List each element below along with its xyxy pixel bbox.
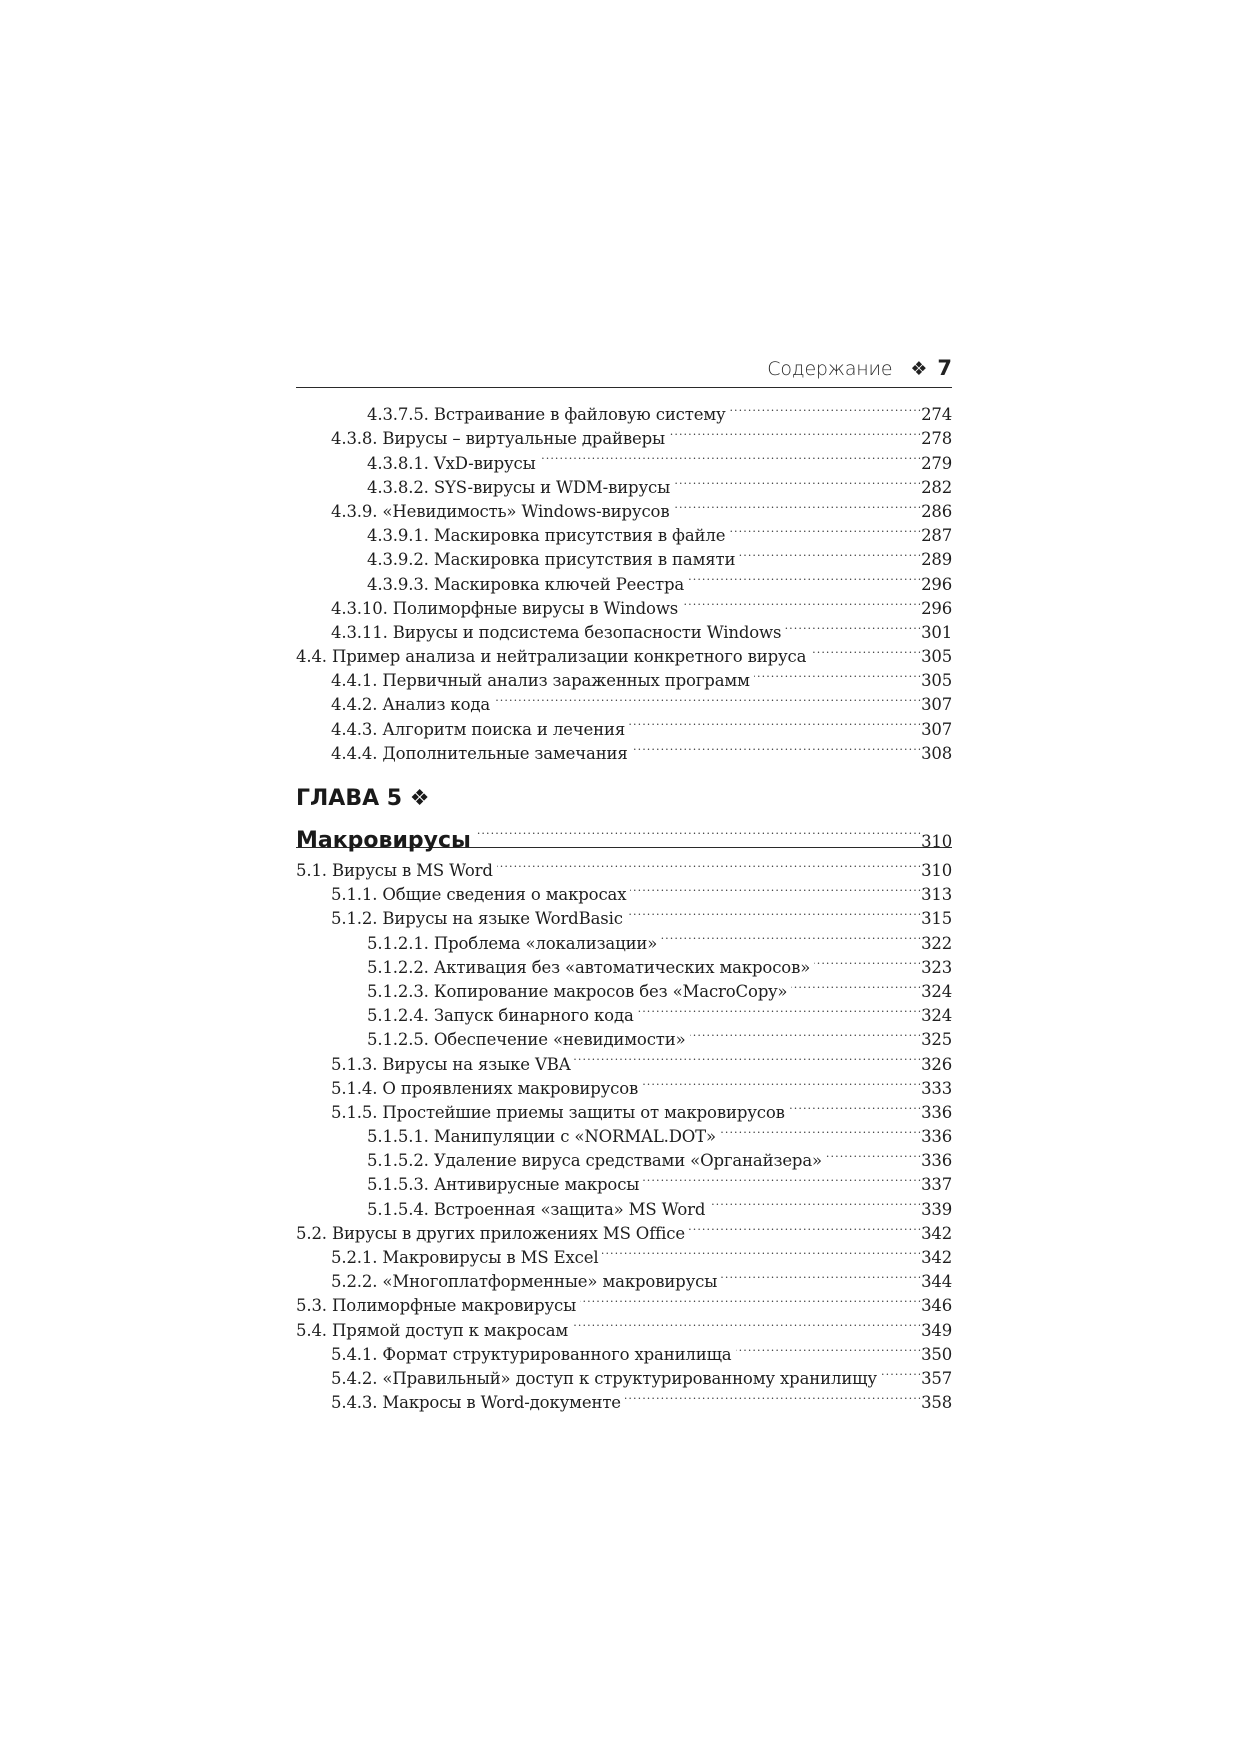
- toc-entry-page: 349: [921, 1320, 952, 1340]
- dot-leader: [688, 565, 920, 589]
- dot-leader: [791, 973, 920, 997]
- page-number: 7: [937, 356, 952, 380]
- toc-entry-title: 5.1.5.3. Антивирусные макросы: [367, 1175, 640, 1195]
- toc-entry-page: 289: [921, 550, 952, 570]
- header-right: [767, 356, 952, 380]
- toc-entry-title: 4.4. Пример анализа и нейтрализации конкретного вируса: [296, 647, 807, 667]
- toc-entry-title: 4.4.3. Алгоритм поиска и лечения: [331, 719, 626, 739]
- toc-entry-page: 324: [921, 1006, 952, 1026]
- dot-leader: [627, 900, 920, 924]
- toc-entry-page: 350: [921, 1344, 952, 1364]
- toc-entry-page: 342: [921, 1248, 952, 1267]
- dot-leader: [754, 662, 920, 686]
- chapter-label: ГЛАВА 5 ❖: [296, 785, 430, 811]
- toc-entry-title: 4.3.8.2. SYS-вирусы и WDM-вирусы: [367, 477, 671, 497]
- toc-entry-title: 5.1.1. Общие сведения о макросах: [331, 885, 627, 905]
- dot-leader: [574, 1045, 920, 1069]
- dot-leader: [682, 590, 920, 614]
- dot-leader: [810, 638, 920, 662]
- toc-entry-page: 301: [921, 622, 952, 642]
- dot-leader: [475, 815, 920, 847]
- toc-entry-title: 5.1.2.5. Обеспечение «невидимости»: [367, 1030, 686, 1050]
- dot-leader: [689, 1215, 920, 1239]
- toc-entry-page: 322: [921, 933, 952, 953]
- dot-leader: [721, 1263, 920, 1287]
- toc-entry-page: 305: [921, 647, 952, 667]
- toc-entry-title: 5.3. Полиморфные макровирусы: [296, 1296, 577, 1316]
- dot-leader: [572, 1311, 920, 1335]
- dot-leader: [789, 1094, 920, 1118]
- toc-entry-page: 337: [921, 1175, 952, 1195]
- toc-entry-page: 308: [921, 743, 952, 763]
- dot-leader: [602, 1239, 920, 1263]
- toc-entry-page: 287: [921, 526, 952, 546]
- dot-leader: [720, 1118, 920, 1142]
- page-header: [296, 352, 952, 388]
- dot-leader: [497, 852, 920, 876]
- dot-leader: [736, 1336, 921, 1360]
- chapter-heading: [296, 783, 952, 853]
- toc-entry-title: 5.1.2.2. Активация без «автоматических макросов»: [367, 957, 811, 977]
- dot-leader: [826, 1142, 920, 1166]
- toc-entry-title: 5.4.3. Макросы в Word-документе: [331, 1393, 621, 1413]
- toc-entry-page: 305: [921, 671, 952, 691]
- chapter-page-ref: 310: [921, 831, 952, 851]
- dot-leader: [630, 876, 920, 900]
- toc-entry-title: 4.3.9. «Невидимость» Windows-вирусов: [331, 501, 670, 521]
- dot-leader: [674, 469, 920, 493]
- dot-leader: [642, 1070, 920, 1094]
- dot-leader: [629, 710, 920, 734]
- toc-entry-title: 4.3.8.1. VxD-вирусы: [367, 453, 536, 473]
- toc-entry-title: 5.4. Прямой доступ к макросам: [296, 1320, 569, 1340]
- chapter-title: Макровирусы: [296, 827, 471, 853]
- toc-entry-page: 324: [921, 981, 952, 1001]
- toc-entry-page: 346: [921, 1296, 952, 1316]
- toc-entry-page: 307: [921, 695, 952, 715]
- toc-entry-title: 4.3.9.1. Маскировка присутствия в файле: [367, 526, 726, 546]
- dot-leader: [729, 517, 920, 541]
- toc-entry-title: 5.1. Вирусы в MS Word: [296, 861, 493, 880]
- toc-entry-title: 4.3.11. Вирусы и подсистема безопасности Windows: [331, 622, 782, 642]
- dot-leader: [785, 614, 920, 638]
- toc-entry-title: 5.2.1. Макровирусы в MS Excel: [331, 1248, 599, 1267]
- toc-entry-page: 336: [921, 1127, 952, 1147]
- toc-entry-title: 5.1.5.4. Встроенная «защита» MS Word: [367, 1199, 706, 1219]
- toc-entry-title: 4.3.9.3. Маскировка ключей Реестра: [367, 574, 685, 594]
- dot-leader: [673, 493, 920, 517]
- dot-leader: [814, 949, 920, 973]
- fleuron-icon: ❖: [910, 358, 928, 380]
- toc-entry-page: 282: [921, 477, 952, 497]
- toc-entry-page: 286: [921, 501, 952, 521]
- toc-entry-page: 313: [921, 885, 952, 905]
- toc-entry-title: 5.1.4. О проявлениях макровирусов: [331, 1078, 639, 1098]
- dot-leader: [580, 1287, 920, 1311]
- toc-entry-title: 4.4.1. Первичный анализ зараженных программ: [331, 671, 750, 691]
- toc-entry-page: 307: [921, 719, 952, 739]
- dot-leader: [690, 1021, 921, 1045]
- toc-entry-page: 342: [921, 1223, 952, 1243]
- toc-entry-title: 5.1.2. Вирусы на языке WordBasic: [331, 909, 623, 929]
- toc-entry-page: 357: [921, 1368, 952, 1388]
- dot-leader: [638, 997, 920, 1021]
- dot-leader: [709, 1190, 920, 1214]
- toc-entry-page: 358: [921, 1393, 952, 1413]
- toc-entry-title: 4.3.9.2. Маскировка присутствия в памяти: [367, 550, 736, 570]
- dot-leader: [881, 1360, 920, 1384]
- dot-leader: [739, 541, 920, 565]
- toc-entry-title: 5.2. Вирусы в других приложениях MS Office: [296, 1223, 685, 1243]
- toc-entry-page: 278: [921, 429, 952, 449]
- toc-entry-page: 339: [921, 1199, 952, 1219]
- toc-entry-title: 5.1.2.1. Проблема «локализации»: [367, 933, 658, 953]
- toc-entry-page: 326: [921, 1054, 952, 1074]
- toc-entry-title: 5.1.5.1. Манипуляции с «NORMAL.DOT»: [367, 1127, 716, 1147]
- dot-leader: [494, 686, 920, 710]
- toc-entry-title: 4.3.10. Полиморфные вирусы в Windows: [331, 598, 679, 618]
- toc-entry-page: 315: [921, 909, 952, 929]
- toc-entry-page: 274: [921, 405, 952, 425]
- dot-leader: [632, 735, 920, 759]
- toc-entry-page: 344: [921, 1272, 952, 1292]
- toc-entry-title: 5.2.2. «Многоплатформенные» макровирусы: [331, 1272, 718, 1292]
- toc-entry-title: 5.4.2. «Правильный» доступ к структурированному хранилищу: [331, 1368, 877, 1388]
- toc-entry-title: 5.1.5. Простейшие приемы защиты от макровирусов: [331, 1102, 785, 1122]
- chapter-title-row[interactable]: [296, 815, 952, 853]
- toc-entry-title: 4.3.8. Вирусы – виртуальные драйверы: [331, 429, 666, 449]
- dot-leader: [540, 444, 920, 468]
- toc-entry-page: 310: [921, 861, 952, 880]
- toc-entry-title: 5.1.5.2. Удаление вируса средствами «Органайзера»: [367, 1151, 822, 1171]
- toc-entry-title: 4.4.2. Анализ кода: [331, 695, 491, 715]
- dot-leader: [625, 1384, 920, 1408]
- toc-entry-page: 296: [921, 598, 952, 618]
- toc-entry[interactable]: [296, 396, 952, 425]
- toc-entry-page: 279: [921, 453, 952, 473]
- dot-leader: [643, 1166, 920, 1190]
- toc-entry-title: 5.1.2.3. Копирование макросов без «MacroCopy»: [367, 981, 788, 1001]
- running-title: Содержание: [767, 358, 893, 380]
- toc-entry-title: 5.1.3. Вирусы на языке VBA: [331, 1054, 571, 1074]
- toc-entry-page: 336: [921, 1151, 952, 1171]
- table-of-contents: [296, 396, 952, 1413]
- dot-leader: [730, 396, 920, 420]
- dot-leader: [661, 924, 920, 948]
- toc-entry-page: 333: [921, 1078, 952, 1098]
- toc-entry-title: 5.1.2.4. Запуск бинарного кода: [367, 1006, 634, 1026]
- toc-entry-title: 5.4.1. Формат структурированного хранилища: [331, 1344, 732, 1364]
- toc-entry-page: 296: [921, 574, 952, 594]
- toc-entry-title: 4.4.4. Дополнительные замечания: [331, 743, 628, 763]
- toc-section-chapter-4: [296, 396, 952, 763]
- toc-section-chapter-5: [296, 852, 952, 1413]
- toc-entry-page: 323: [921, 957, 952, 977]
- toc-entry-title: 4.3.7.5. Встраивание в файловую систему: [367, 405, 726, 425]
- toc-entry-page: 325: [921, 1030, 952, 1050]
- dot-leader: [669, 420, 920, 444]
- toc-entry-page: 336: [921, 1102, 952, 1122]
